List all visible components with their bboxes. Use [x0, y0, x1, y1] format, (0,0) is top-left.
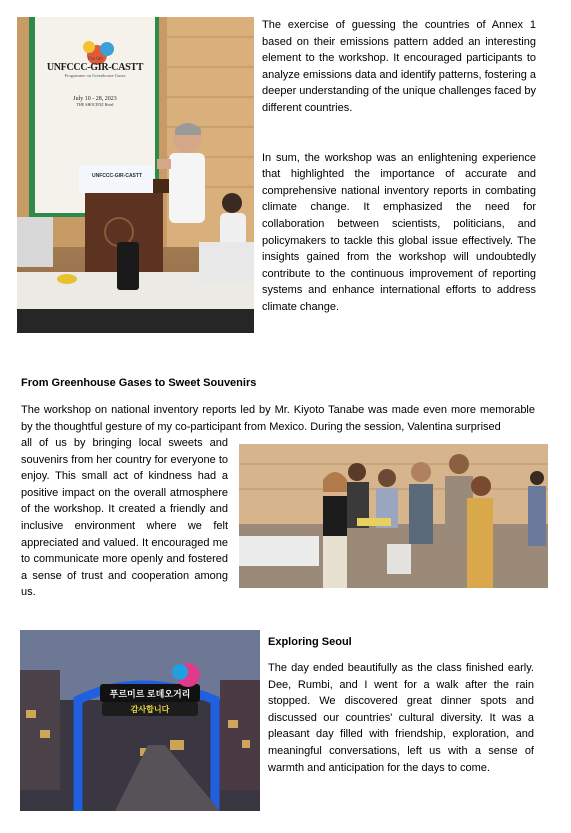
banner-venue: THE SHOCENZ Hotel — [76, 102, 114, 107]
section2-intro: The workshop on national inventory reports led by Mr. Kiyoto Tanabe was made even more memorable by the thoughtful gesture of my co-participant from Mexico. During the session, Valentina surprised — [21, 404, 535, 433]
photo-workshop-presenter — [17, 17, 254, 333]
banner-small-text: The 6th — [87, 57, 103, 62]
section2-wrap-text: all of us by bringing local sweets and souvenirs from her country for everyone to enjoy. This small act of kindness had a positive impact on the overall atmosphere of the workshop. It created a friendly and inclusive environment where we felt appreciated and valued. It encouraged me to communicate more openly and fostered a sense of trust and cooperation among us. — [21, 437, 228, 599]
paragraph: The exercise of guessing the countries of Annex 1 based on their emissions pattern added an interesting element to the workshop. It encouraged participants to analyze emissions data and identify patterns, fostering a deeper understanding of the unique challenges faced by different countries. — [262, 19, 536, 114]
section3-text: The day ended beautifully as the class finished early. Dee, Rumbi, and I went for a walk after the rain stopped. We discovered great dinner spots and discussed our countries' cultural diversity. It was a pleasant day filled with friendship, exploration, and meaningful conversations, left us with a sense of warmth and anticipation for the days to come. — [268, 662, 534, 774]
section1-text — [262, 17, 536, 316]
paragraph: In sum, the workshop was an enlightening experience that highlighted the importance of accurate and comprehensive national inventory reports in combating climate change. It emphasized the need for collaboration between scientists, politicians, and policymakers to tackle this global issue effectively. The insights gained from the workshop will undoubtedly contribute to the continuous improvement of reporting systems and enhance international efforts to address climate change. — [262, 151, 536, 313]
podium-sign: UNFCCC-GIR-CASTT — [92, 173, 142, 179]
photo-group-souvenirs — [239, 444, 548, 588]
banner-title: UNFCCC-GIR-CASTT — [46, 62, 144, 73]
section-heading: Exploring Seoul — [268, 636, 352, 648]
banner-date: July 10 - 28, 2023 — [73, 96, 117, 102]
gate-sign-bottom: 감사합니다 — [130, 705, 170, 714]
photo-seoul-street — [20, 630, 260, 811]
section-heading: From Greenhouse Gases to Sweet Souvenirs — [21, 377, 257, 389]
banner-subtitle: Programme on Greenhouse Gases — [64, 73, 126, 78]
gate-sign-top: 푸르미르 로데오거리 — [109, 689, 191, 699]
